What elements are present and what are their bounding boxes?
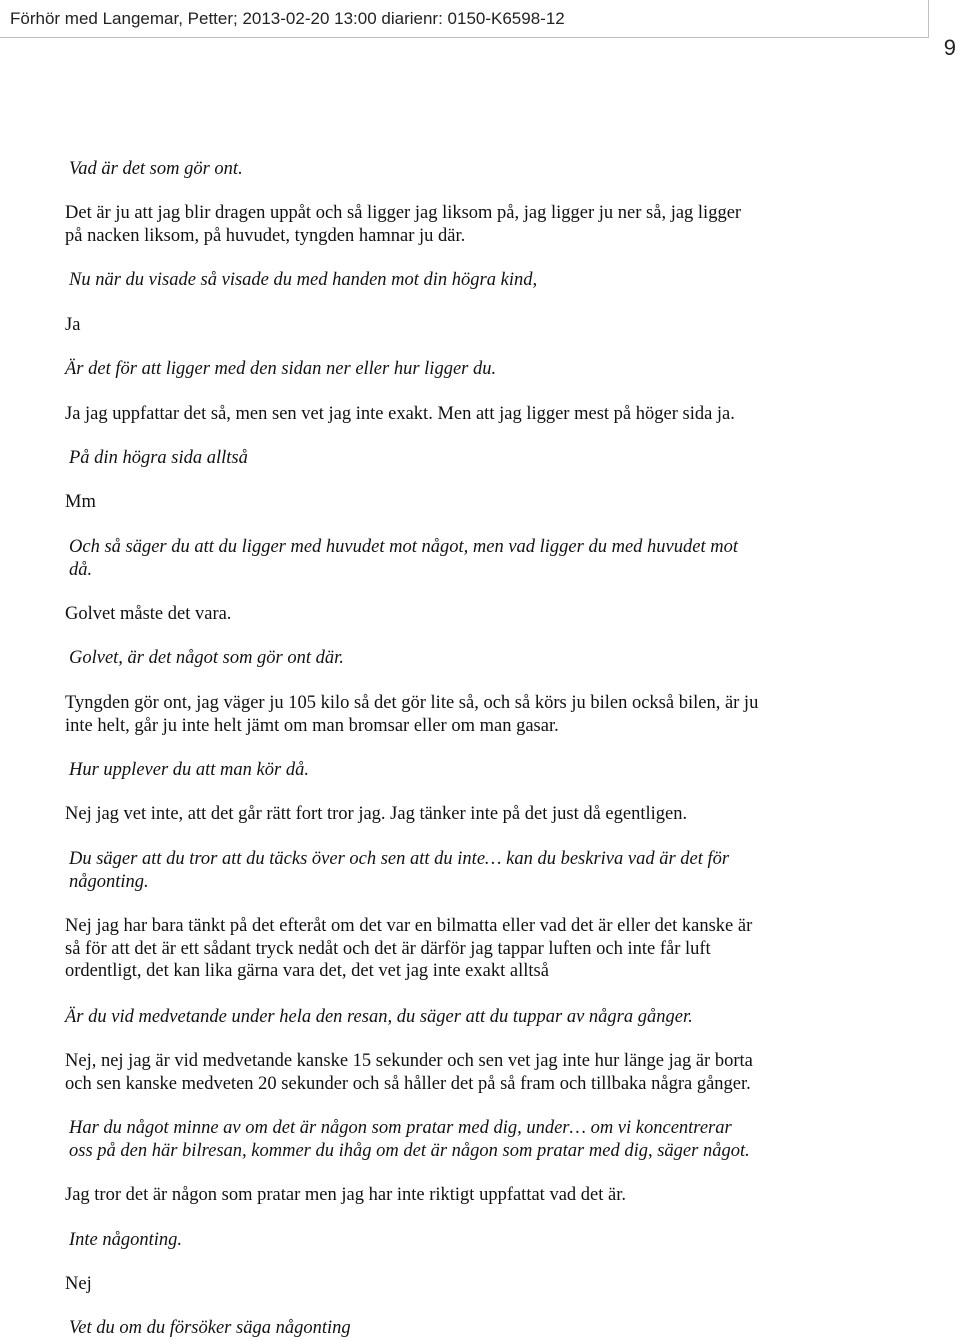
question-paragraph: Du säger att du tror att du täcks över och sen att du inte… kan du beskriva vad är det för någonting.: [69, 849, 730, 892]
answer-paragraph: Nej jag har bara tänkt på det efteråt om det var en bilmatta eller vad det är eller det kanske är så för att det är ett sådant tryck nedåt och det är därför jag tappar luften och inte får luft ordentligt, det kan lika gärna vara det, det vet jag inte exakt alltså: [65, 916, 753, 981]
answer-paragraph: Mm: [65, 492, 96, 512]
question-paragraph: På din högra sida alltså: [69, 448, 248, 468]
question-paragraph: Inte någonting.: [69, 1230, 183, 1250]
question-paragraph: Är det för att ligger med den sidan ner eller hur ligger du.: [65, 359, 497, 379]
answer-paragraph: Det är ju att jag blir dragen uppåt och så ligger jag liksom på, jag ligger ju ner så, jag ligger på nacken liksom, på huvudet, tyngden hamnar ju där.: [65, 203, 742, 246]
answer-paragraph: Golvet måste det vara.: [65, 604, 232, 624]
question-paragraph: Och så säger du att du ligger med huvudet mot något, men vad ligger du med huvudet mot då.: [69, 537, 738, 580]
question-paragraph: Vet du om du försöker säga någonting: [69, 1318, 351, 1338]
answer-paragraph: Tyngden gör ont, jag väger ju 105 kilo så det gör lite så, och så körs ju bilen också bilen, är ju inte helt, går ju inte helt jämt om man bromsar eller om man gasar.: [65, 693, 759, 736]
header-title: Förhör med Langemar, Petter; 2013-02-20 13:00 diarienr: 0150-K6598-12: [10, 9, 565, 28]
question-paragraph: Har du något minne av om det är någon som pratar med dig, under… om vi koncentrerar oss på den här bilresan, kommer du ihåg om det är någon som pratar med dig, säger något.: [69, 1118, 750, 1161]
question-paragraph: Vad är det som gör ont.: [69, 159, 243, 179]
answer-paragraph: Jag tror det är någon som pratar men jag har inte riktigt uppfattat vad det är.: [65, 1185, 626, 1205]
answer-paragraph: Ja: [65, 315, 81, 335]
answer-paragraph: Nej: [65, 1274, 92, 1294]
question-paragraph: Hur upplever du att man kör då.: [69, 760, 309, 780]
question-paragraph: Är du vid medvetande under hela den resan, du säger att du tuppar av några gånger.: [65, 1007, 693, 1027]
page-number: 9: [943, 35, 956, 60]
answer-paragraph: Nej, nej jag är vid medvetande kanske 15 sekunder och sen vet jag inte hur länge jag är borta och sen kanske medveten 20 sekunder och så håller det på så fram och tillbaka några gånger.: [65, 1051, 753, 1094]
answer-paragraph: Ja jag uppfattar det så, men sen vet jag inte exakt. Men att jag ligger mest på höger sida ja.: [65, 404, 735, 424]
question-paragraph: Nu när du visade så visade du med handen mot din högra kind,: [69, 270, 538, 290]
answer-paragraph: Nej jag vet inte, att det går rätt fort tror jag. Jag tänker inte på det just då egentligen.: [65, 804, 688, 824]
document-header: [0, 0, 929, 38]
question-paragraph: Golvet, är det något som gör ont där.: [69, 648, 344, 668]
